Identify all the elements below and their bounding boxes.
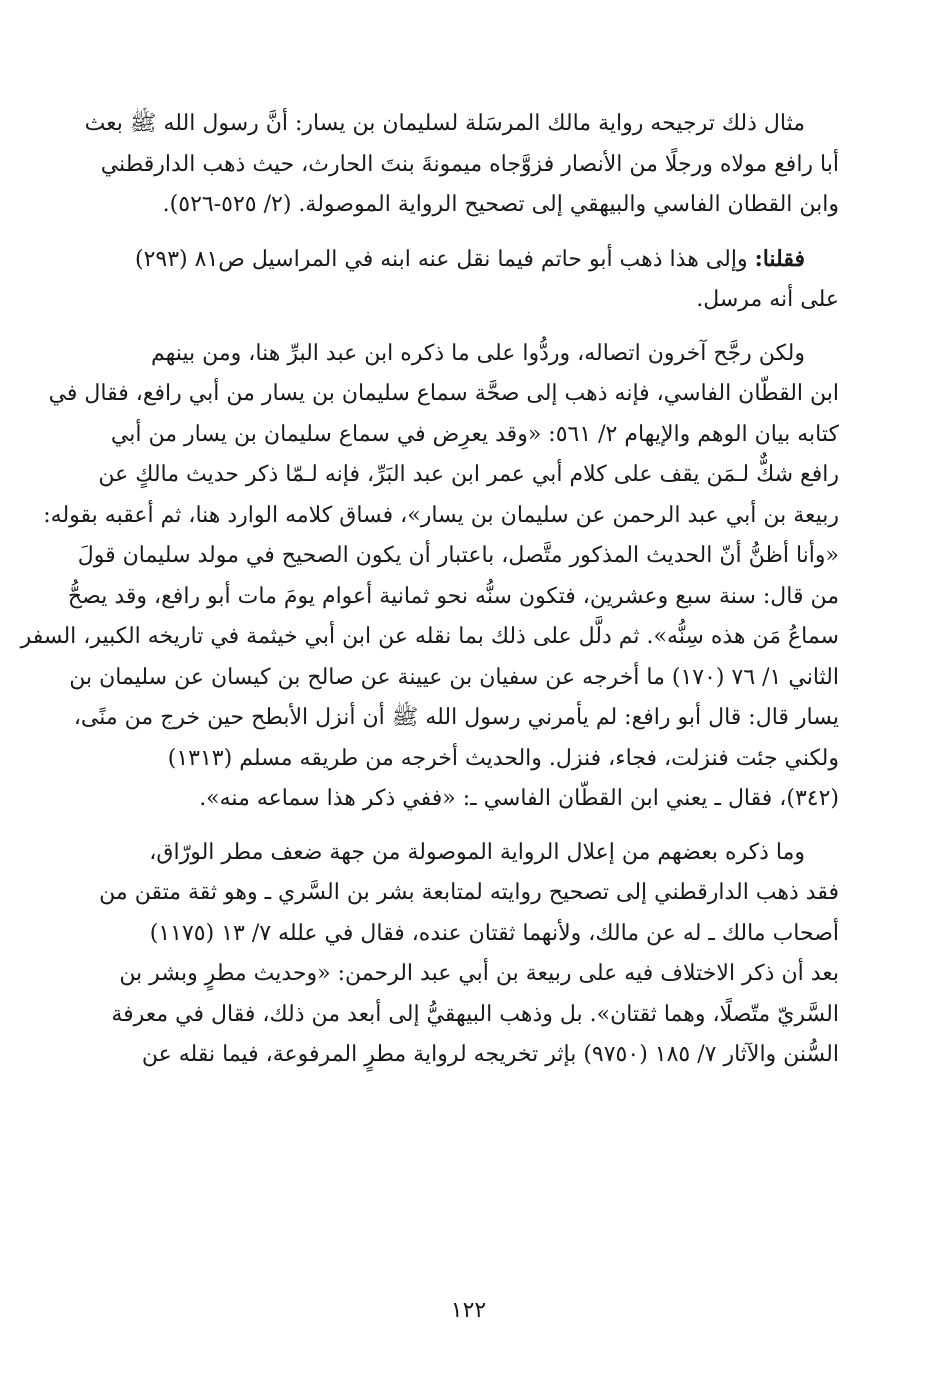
paragraph-1 (84, 104, 839, 226)
text-line: على أنه مرسل. (696, 287, 839, 312)
text-line: السُّنن والآثار ٧/ ١٨٥ (٩٧٥٠) بإثر تخريجه لرواية مطرٍ المرفوعة، فيما نقله عن (141, 1042, 839, 1067)
text-line: فقد ذهب الدارقطني إلى تصحيح روايته لمتابعة بشر بن السَّري ـ وهو ثقة متقن من (99, 880, 839, 905)
text-line: بعد أن ذكر الاختلاف فيه على ربيعة بن أبي عبد الرحمن: «وحديث مطرٍ وبشر بن (119, 961, 839, 986)
text-line: رافع شكٌّ لـمَن يقف على كلام أبي عمر ابن عبد البَرِّ، فإنه لـمّا ذكر حديث مالكٍ عن (98, 462, 839, 487)
text-line: السَّريّ متّصلًا، وهما ثقتان». بل وذهب البيهقيُّ إلى أبعد من ذلك، فقال في معرفة (111, 1001, 839, 1027)
paragraph-4 (99, 833, 839, 1076)
text-line: أصحاب مالك ـ له عن مالك، ولأنهما ثقتان عنده، فقال في علله ٧/ ١٣ (١١٧٥) (149, 920, 839, 946)
text-line: ولكن رجَّح آخرون اتصاله، وردُّوا على ما ذكره ابن عبد البرِّ هنا، ومن بينهم (150, 340, 805, 366)
paragraph-3 (20, 334, 839, 820)
text-line (104, 239, 839, 281)
text-line: سماعُ مَن هذه سِنُّه». ثم دلَّل على ذلك بما نقله عن ابن أبي خيثمة في تاريخه الكبير، السفر (20, 624, 839, 649)
text-line: (٣٤٢)، فقال ـ يعني ابن القطّان الفاسي ـ: «ففي ذكر هذا سماعه منه». (199, 786, 839, 811)
text-line: مثال ذلك ترجيحه رواية مالك المرسَلة لسليمان بن يسار: أنَّ رسول الله ﷺ بعث (84, 111, 805, 136)
text-line: من قال: سنة سبع وعشرين، فتكون سنُّه نحو ثمانية أعوام يومَ مات أبو رافع، وقد يصحُّ (67, 583, 839, 609)
text-line: ربيعة بن أبي عبد الرحمن عن سليمان بن يسار»، فساق كلامه الوارد هنا، ثم أعقبه بقوله: (43, 502, 839, 528)
page-number: ١٢٢ (450, 1298, 487, 1323)
lead-word: فقلنا: (754, 245, 805, 272)
text-line: «وأنا أظنُّ أنّ الحديث المذكور متَّصل، باعتبار أن يكون الصحيح في مولد سليمان قولَ (77, 543, 839, 568)
text-line: ابن القطّان الفاسي، فإنه ذهب إلى صحَّة سماع سليمان بن يسار من أبي رافع، فقال في (48, 381, 839, 406)
text-line: كتابه بيان الوهم والإيهام ٢/ ٥٦١: «وقد يعرِض في سماع سليمان بن يسار من أبي (110, 421, 839, 447)
text-line: وابن القطان الفاسي والبيهقي إلى تصحيح الرواية الموصولة. (٢/ ٥٢٥-٥٢٦). (162, 192, 839, 217)
text-line: وما ذكره بعضهم من إعلال الرواية الموصولة من جهة ضعف مطر الورّاق، (149, 839, 805, 865)
page-text (20, 104, 839, 1089)
text-line: ولكني جئت فنزلت، فجاء، فنزل. والحديث أخرجه من طريقه مسلم (١٣١٣) (167, 745, 839, 771)
text-line-rest: وإلى هذا ذهب أبو حاتم فيما نقل عنه ابنه في المراسيل ص٨١ (٢٩٣) (135, 246, 755, 272)
text-line: أبا رافع مولاه ورجلًا من الأنصار فزوَّجاه ميمونةَ بنتَ الحارث، حيث ذهب الدارقطني (100, 151, 839, 177)
text-line: يسار قال: قال أبو رافع: لم يأمرني رسول الله ﷺ أن أنزل الأبطح حين خرج من منًى، (73, 705, 839, 730)
paragraph-2 (104, 239, 839, 321)
text-line: الثاني ١/ ٧٦ (١٧٠) ما أخرجه عن سفيان بن عيينة عن صالح بن كيسان عن سليمان بن (69, 664, 839, 690)
